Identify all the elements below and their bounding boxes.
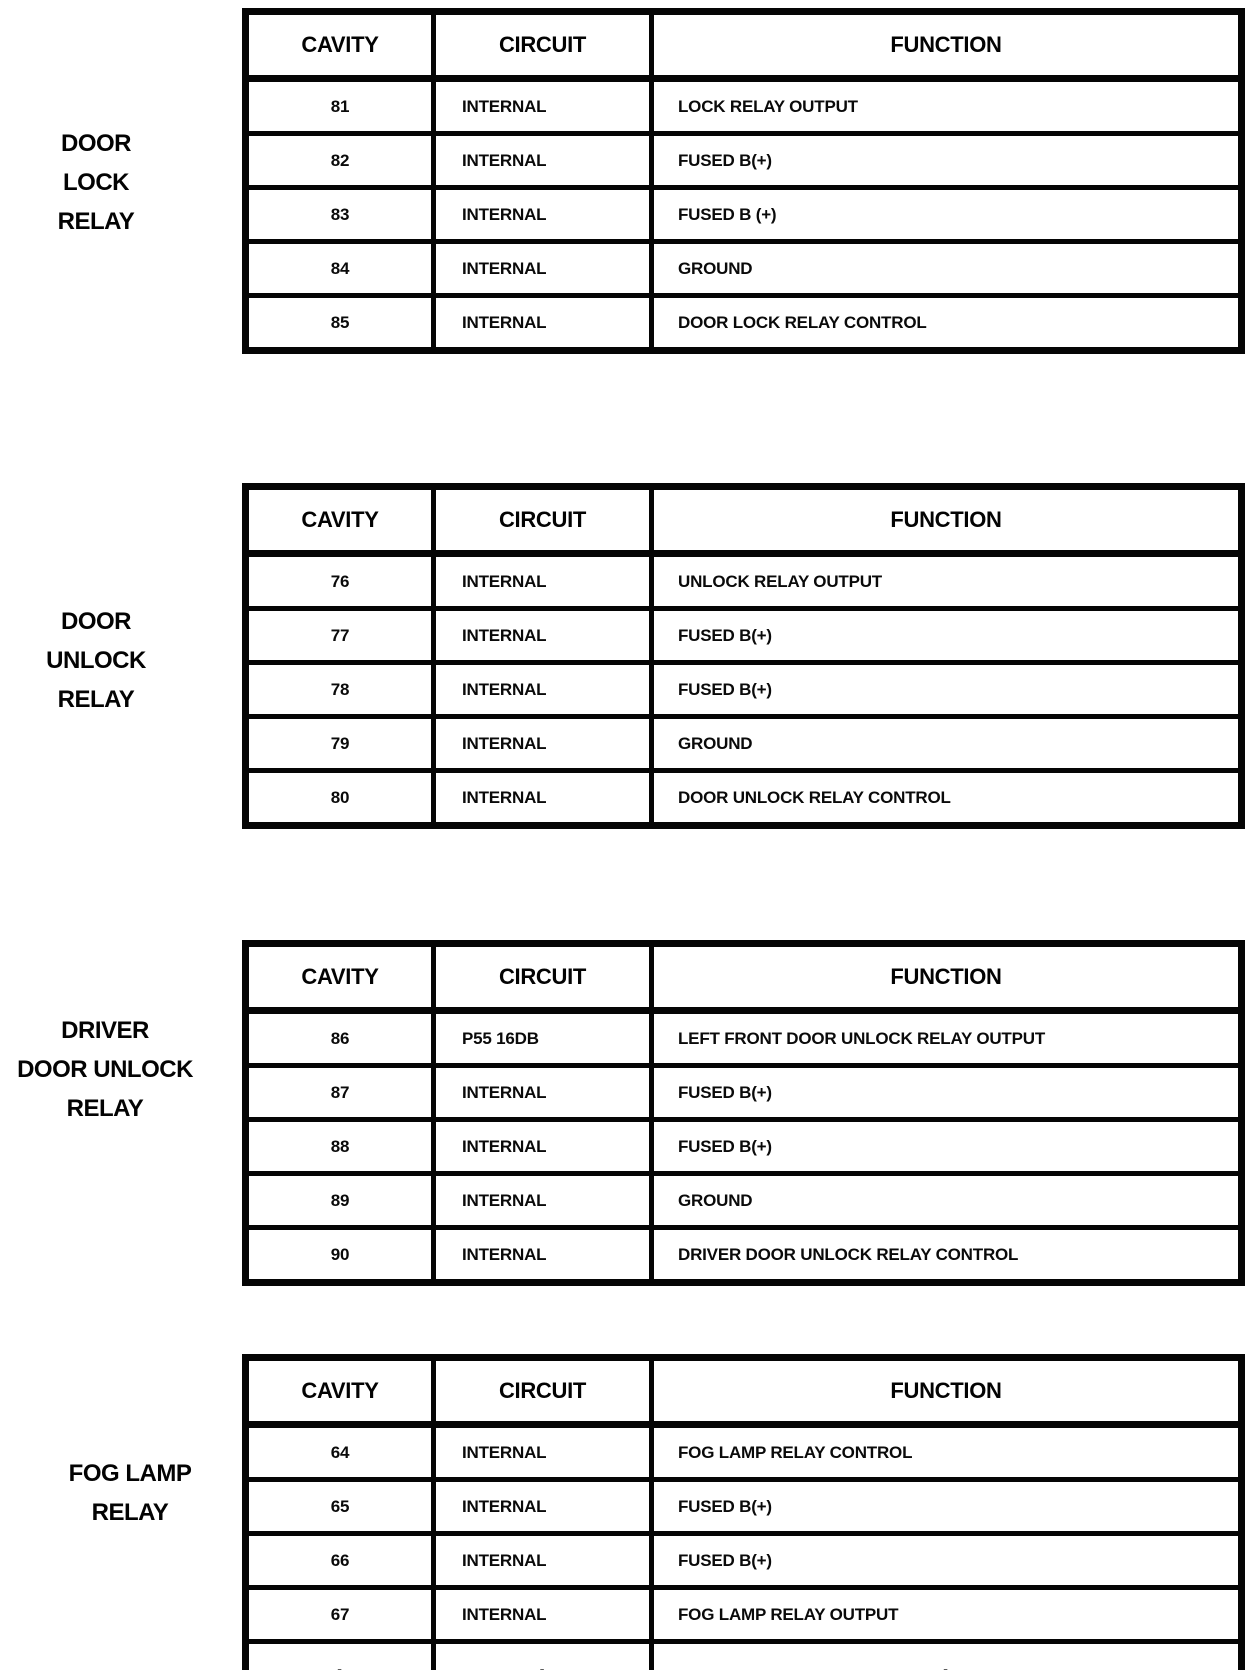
relay-label-line: DRIVER xyxy=(61,1017,149,1044)
column-header-cavity: CAVITY xyxy=(246,487,434,554)
function-cell: FUSED B(+) xyxy=(652,1534,1242,1588)
circuit-cell: INTERNAL xyxy=(434,1120,652,1174)
table-row xyxy=(246,1425,1242,1480)
cavity-cell: 85 xyxy=(246,296,434,351)
table-row xyxy=(246,79,1242,134)
table-row xyxy=(246,134,1242,188)
function-cell: DRIVER DOOR UNLOCK RELAY CONTROL xyxy=(652,1228,1242,1283)
table-row xyxy=(246,242,1242,296)
relay-label-line: LOCK xyxy=(63,169,129,196)
circuit-cell: INTERNAL xyxy=(434,717,652,771)
relay-label-line: FOG LAMP xyxy=(68,1460,192,1487)
table-row xyxy=(246,1534,1242,1588)
relay-label-line: UNLOCK xyxy=(46,647,146,674)
circuit-cell: INTERNAL xyxy=(434,242,652,296)
relay-label-line: DOOR xyxy=(61,608,131,635)
circuit-cell: P55 16DB xyxy=(434,1011,652,1066)
table-row xyxy=(246,1174,1242,1228)
column-header-function: FUNCTION xyxy=(652,12,1242,79)
function-cell: FUSED B(+) xyxy=(652,1066,1242,1120)
relay-label-driver-door-unlock xyxy=(0,1011,210,1128)
column-header-function: FUNCTION xyxy=(652,1358,1242,1425)
function-cell: GROUND xyxy=(652,242,1242,296)
cavity-cell: 64 xyxy=(246,1425,434,1480)
function-cell: FUSED B(+) xyxy=(652,134,1242,188)
circuit-cell: INTERNAL xyxy=(434,609,652,663)
function-cell: FUSED B (+) xyxy=(652,188,1242,242)
relay-table-door-unlock xyxy=(242,483,1245,829)
cavity-cell: 79 xyxy=(246,717,434,771)
table-row xyxy=(246,188,1242,242)
table-row xyxy=(246,1588,1242,1642)
table-row xyxy=(246,554,1242,609)
function-cell: DOOR LOCK RELAY CONTROL xyxy=(652,296,1242,351)
circuit-cell: INTERNAL xyxy=(434,1174,652,1228)
relay-table-fog-lamp xyxy=(242,1354,1245,1670)
circuit-cell: INTERNAL xyxy=(434,1534,652,1588)
relay-label-line: DOOR xyxy=(61,130,131,157)
cavity-cell: 76 xyxy=(246,554,434,609)
function-cell: FOG LAMP RELAY CONTROL xyxy=(652,1425,1242,1480)
function-cell: - xyxy=(652,1642,1242,1670)
header-row xyxy=(246,944,1242,1011)
function-cell: DOOR UNLOCK RELAY CONTROL xyxy=(652,771,1242,826)
function-cell: FOG LAMP RELAY OUTPUT xyxy=(652,1588,1242,1642)
table-row xyxy=(246,1066,1242,1120)
circuit-cell: INTERNAL xyxy=(434,1480,652,1534)
column-header-function: FUNCTION xyxy=(652,944,1242,1011)
circuit-cell: INTERNAL xyxy=(434,79,652,134)
header-row xyxy=(246,487,1242,554)
cavity-cell: 65 xyxy=(246,1480,434,1534)
function-cell: FUSED B(+) xyxy=(652,663,1242,717)
function-cell: LOCK RELAY OUTPUT xyxy=(652,79,1242,134)
circuit-cell: INTERNAL xyxy=(434,1228,652,1283)
function-cell: FUSED B(+) xyxy=(652,609,1242,663)
table-row xyxy=(246,717,1242,771)
relay-label-line: RELAY xyxy=(57,686,135,713)
cavity-cell: 66 xyxy=(246,1534,434,1588)
cavity-cell: 78 xyxy=(246,663,434,717)
cavity-cell: 81 xyxy=(246,79,434,134)
cavity-cell: 89 xyxy=(246,1174,434,1228)
cavity-cell: 90 xyxy=(246,1228,434,1283)
cavity-cell: 84 xyxy=(246,242,434,296)
table-row xyxy=(246,771,1242,826)
relay-label-door-unlock xyxy=(0,602,192,719)
relay-label-fog-lamp xyxy=(32,1454,228,1532)
cavity-cell: 88 xyxy=(246,1120,434,1174)
circuit-cell: INTERNAL xyxy=(434,1066,652,1120)
circuit-cell: INTERNAL xyxy=(434,1588,652,1642)
circuit-cell: - xyxy=(434,1642,652,1670)
cavity-cell: 77 xyxy=(246,609,434,663)
cavity-cell: 83 xyxy=(246,188,434,242)
table-row xyxy=(246,1228,1242,1283)
column-header-cavity: CAVITY xyxy=(246,12,434,79)
cavity-cell: 67 xyxy=(246,1588,434,1642)
relay-table-door-lock xyxy=(242,8,1245,354)
header-row xyxy=(246,1358,1242,1425)
table-row xyxy=(246,296,1242,351)
column-header-circuit: CIRCUIT xyxy=(434,487,652,554)
table-row xyxy=(246,1011,1242,1066)
relay-label-door-lock xyxy=(0,124,192,241)
circuit-cell: INTERNAL xyxy=(434,1425,652,1480)
function-cell: UNLOCK RELAY OUTPUT xyxy=(652,554,1242,609)
circuit-cell: INTERNAL xyxy=(434,554,652,609)
column-header-circuit: CIRCUIT xyxy=(434,12,652,79)
header-row xyxy=(246,12,1242,79)
function-cell: FUSED B(+) xyxy=(652,1480,1242,1534)
circuit-cell: INTERNAL xyxy=(434,134,652,188)
column-header-circuit: CIRCUIT xyxy=(434,1358,652,1425)
column-header-cavity: CAVITY xyxy=(246,944,434,1011)
cavity-cell: 82 xyxy=(246,134,434,188)
table-row xyxy=(246,1120,1242,1174)
cavity-cell: 86 xyxy=(246,1011,434,1066)
relay-label-line: DOOR UNLOCK xyxy=(17,1056,193,1083)
circuit-cell: INTERNAL xyxy=(434,771,652,826)
function-cell: FUSED B(+) xyxy=(652,1120,1242,1174)
relay-label-line: RELAY xyxy=(91,1499,169,1526)
cavity-cell: 80 xyxy=(246,771,434,826)
relay-label-line: RELAY xyxy=(66,1095,144,1122)
column-header-circuit: CIRCUIT xyxy=(434,944,652,1011)
function-cell: GROUND xyxy=(652,717,1242,771)
table-row-empty xyxy=(246,1642,1242,1670)
circuit-cell: INTERNAL xyxy=(434,663,652,717)
table-row xyxy=(246,663,1242,717)
column-header-cavity: CAVITY xyxy=(246,1358,434,1425)
function-cell: LEFT FRONT DOOR UNLOCK RELAY OUTPUT xyxy=(652,1011,1242,1066)
circuit-cell: INTERNAL xyxy=(434,188,652,242)
column-header-function: FUNCTION xyxy=(652,487,1242,554)
cavity-cell: 87 xyxy=(246,1066,434,1120)
table-row xyxy=(246,1480,1242,1534)
cavity-cell: - xyxy=(246,1642,434,1670)
function-cell: GROUND xyxy=(652,1174,1242,1228)
relay-label-line: RELAY xyxy=(57,208,135,235)
circuit-cell: INTERNAL xyxy=(434,296,652,351)
table-row xyxy=(246,609,1242,663)
relay-table-driver-door-unlock xyxy=(242,940,1245,1286)
